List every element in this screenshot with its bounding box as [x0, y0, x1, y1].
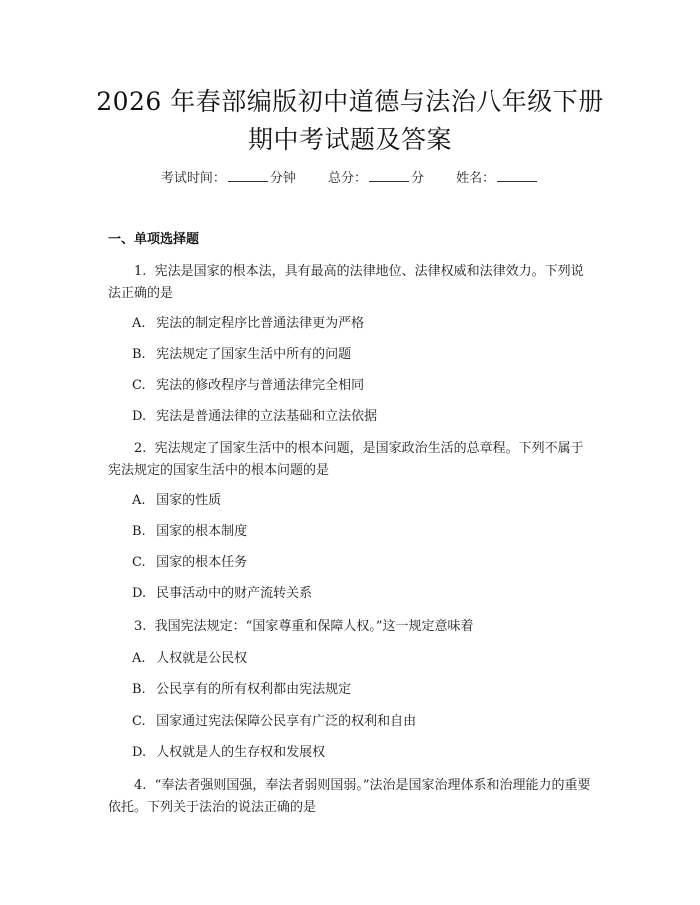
- option-2b: [132, 522, 592, 542]
- option-letter: C.: [132, 555, 146, 570]
- option-text: 宪法的制定程序比普通法律更为严格: [156, 316, 365, 331]
- question-number: 4.: [134, 778, 147, 793]
- exam-title-line1: 2026 年春部编版初中道德与法治八年级下册: [96, 87, 604, 116]
- option-letter: D.: [132, 745, 147, 760]
- option-text: 国家的根本任务: [156, 555, 248, 570]
- question-number: 1.: [134, 264, 147, 279]
- option-3b: [132, 680, 592, 700]
- option-2c: [132, 553, 592, 573]
- question-text: 我国宪法规定：“国家尊重和保障人权。”这一规定意味着: [154, 619, 474, 634]
- option-text: 宪法规定了国家生活中所有的问题: [156, 347, 352, 362]
- option-letter: B.: [132, 682, 146, 697]
- option-text: 国家的根本制度: [156, 524, 248, 539]
- total-score-field: [328, 168, 424, 189]
- option-1b: [132, 345, 592, 365]
- question-text: 宪法规定了国家生活中的根本问题，是国家政治生活的总章程。下列不属于宪法规定的国家生活中的根本问题的是: [108, 441, 584, 478]
- option-text: 公民享有的所有权利都由宪法规定: [156, 682, 352, 697]
- option-3a: [132, 649, 592, 669]
- name-field: [456, 168, 539, 189]
- name-label: 姓名：: [456, 171, 496, 186]
- option-letter: B.: [132, 524, 146, 539]
- exam-time-field: [161, 168, 296, 189]
- option-2a: [132, 491, 592, 511]
- question-number: 2.: [134, 441, 147, 456]
- total-score-blank: [369, 168, 409, 182]
- option-letter: B.: [132, 347, 146, 362]
- option-text: 人权就是人的生存权和发展权: [156, 745, 326, 760]
- option-3c: [132, 712, 592, 732]
- option-letter: C.: [132, 714, 146, 729]
- question-4: [108, 775, 592, 819]
- option-3d: [132, 743, 592, 763]
- exam-time-label: 考试时间：: [160, 171, 226, 186]
- total-score-unit: 分: [411, 171, 425, 186]
- option-1a: [132, 314, 592, 334]
- exam-time-blank: [228, 168, 268, 182]
- option-text: 国家的性质: [156, 493, 222, 508]
- option-text: 民事活动中的财产流转关系: [156, 586, 313, 601]
- option-letter: D.: [132, 409, 147, 424]
- option-2d: [132, 584, 592, 604]
- total-score-label: 总分：: [327, 171, 367, 186]
- option-letter: D.: [132, 586, 147, 601]
- option-text: 国家通过宪法保障公民享有广泛的权利和自由: [156, 714, 417, 729]
- option-letter: A.: [132, 316, 146, 331]
- option-text: 宪法的修改程序与普通法律完全相同: [156, 378, 365, 393]
- question-number: 3.: [134, 619, 147, 634]
- exam-title-line2: 期中考试题及答案: [247, 125, 452, 154]
- question-text: 宪法是国家的根本法，具有最高的法律地位、法律权威和法律效力。下列说法正确的是: [108, 264, 584, 301]
- question-1: [108, 261, 592, 305]
- exam-time-unit: 分钟: [269, 171, 296, 186]
- option-1c: [132, 376, 592, 396]
- option-1d: [132, 407, 592, 427]
- question-3: [108, 616, 592, 638]
- option-text: 人权就是公民权: [156, 651, 248, 666]
- name-blank: [497, 168, 537, 182]
- option-text: 宪法是普通法律的立法基础和立法依据: [156, 409, 378, 424]
- exam-meta-line: [0, 168, 700, 189]
- option-letter: C.: [132, 378, 146, 393]
- question-2: [108, 438, 592, 482]
- option-letter: A.: [132, 493, 146, 508]
- question-text: “奉法者强则国强，奉法者弱则国弱。”法治是国家治理体系和治理能力的重要依托。下列关于法治的说法正确的是: [108, 778, 591, 815]
- option-letter: A.: [132, 651, 146, 666]
- section-heading: 一、单项选择题: [108, 232, 200, 247]
